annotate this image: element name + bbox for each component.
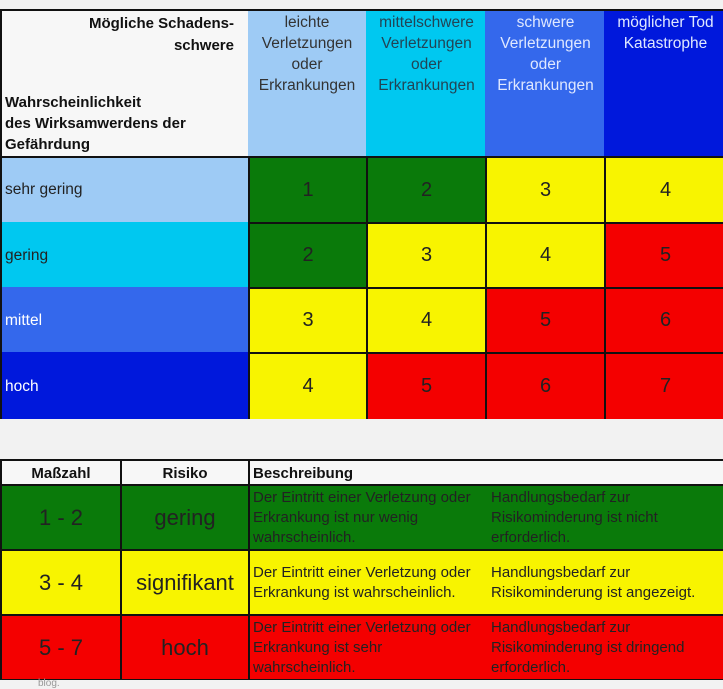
risk-cell: 3 <box>485 156 604 222</box>
risk-cell: 4 <box>604 156 723 222</box>
risk-cell: 7 <box>604 352 723 419</box>
header-beschreibung: Beschreibung <box>248 461 723 486</box>
severity-axis-label: Mögliche Schadens- schwere <box>88 15 234 54</box>
risk-cell: 3 <box>248 287 366 352</box>
legend-description: Der Eintritt einer Verletzung oder Erkrankung ist nur wenig wahrscheinlich. <box>248 484 488 549</box>
risk-cell: 6 <box>485 352 604 419</box>
risk-cell: 4 <box>485 222 604 287</box>
risk-matrix <box>0 9 723 419</box>
legend-risk: signifikant <box>120 549 248 614</box>
legend-action: Handlungsbedarf zur Risikominderung ist dringend erforderlich. <box>488 614 723 679</box>
column-header-0: leichte Verletzungen oder Erkrankungen <box>248 11 366 158</box>
legend-risk: gering <box>120 484 248 549</box>
watermark: blog. <box>38 678 60 689</box>
column-header-2: schwere Verletzungen oder Erkrankungen <box>485 11 604 158</box>
risk-cell: 4 <box>248 352 366 419</box>
probability-axis-label: Wahrscheinlichkeit des Wirksamwerdens der Gefährdung <box>5 94 186 153</box>
column-header-1: mittelschwere Verletzungen oder Erkrankungen <box>366 11 485 158</box>
risk-cell: 5 <box>366 352 485 419</box>
legend-range: 3 - 4 <box>2 549 120 614</box>
risk-legend-table <box>0 459 723 680</box>
row-header-0: sehr gering <box>2 156 250 222</box>
header-risiko: Risiko <box>120 461 248 486</box>
legend-range: 1 - 2 <box>2 484 120 549</box>
risk-cell: 2 <box>248 222 366 287</box>
risk-cell: 5 <box>604 222 723 287</box>
risk-cell: 4 <box>366 287 485 352</box>
risk-cell: 2 <box>366 156 485 222</box>
row-header-1: gering <box>2 222 250 287</box>
column-header-3: möglicher Tod Katastrophe <box>604 11 723 158</box>
row-header-3: hoch <box>2 352 250 419</box>
matrix-corner-header <box>2 11 250 158</box>
header-masszahl: Maßzahl <box>2 461 120 486</box>
row-header-2: mittel <box>2 287 250 352</box>
risk-cell: 6 <box>604 287 723 352</box>
risk-cell: 1 <box>248 156 366 222</box>
legend-action: Handlungsbedarf zur Risikominderung ist nicht erforderlich. <box>488 484 723 549</box>
legend-description: Der Eintritt einer Verletzung oder Erkrankung ist sehr wahrscheinlich. <box>248 614 488 679</box>
legend-description: Der Eintritt einer Verletzung oder Erkrankung ist wahrscheinlich. <box>248 549 488 614</box>
legend-action: Handlungsbedarf zur Risikominderung ist angezeigt. <box>488 549 723 614</box>
legend-risk: hoch <box>120 614 248 679</box>
risk-cell: 5 <box>485 287 604 352</box>
legend-range: 5 - 7 <box>2 614 120 679</box>
risk-cell: 3 <box>366 222 485 287</box>
